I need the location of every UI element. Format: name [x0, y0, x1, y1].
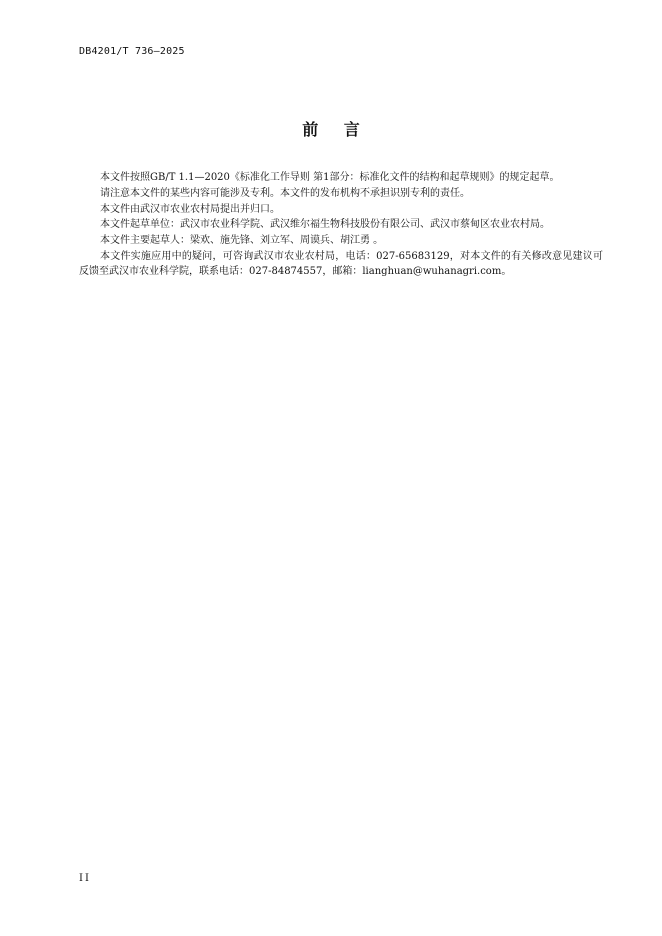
paragraph-contact: 本文件实施应用中的疑问，可咨询武汉市农业农村局，电话：027-65683129，对本文件的有关修改意见建议可反馈至武汉市农业科学院，联系电话：027-84874557，邮箱：lianghuan@wuhanagri.com。 — [79, 250, 603, 278]
page-number: II — [79, 873, 91, 884]
paragraph-drafting-units: 本文件起草单位：武汉市农业科学院、武汉维尔福生物科技股份有限公司、武汉市蔡甸区农业农村局。 — [100, 219, 550, 231]
paragraph-drafting-rules: 本文件按照GB/T 1.1—2020《标准化工作导则 第1部分：标准化文件的结构和起草规则》的规定起草。 — [100, 172, 560, 183]
paragraph-patent-notice: 请注意本文件的某些内容可能涉及专利。本文件的发布机构不承担识别专利的责任。 — [100, 187, 470, 199]
paragraph-drafters: 本文件主要起草人：梁欢、施先锋、刘立军、周谟兵、胡江勇 。 — [100, 235, 384, 247]
document-id: DB4201/T 736—2025 — [79, 46, 185, 57]
paragraph-proposer: 本文件由武汉市农业农村局提出并归口。 — [100, 203, 280, 215]
foreword-body — [79, 170, 603, 280]
page-title: 前 言 — [302, 120, 370, 139]
